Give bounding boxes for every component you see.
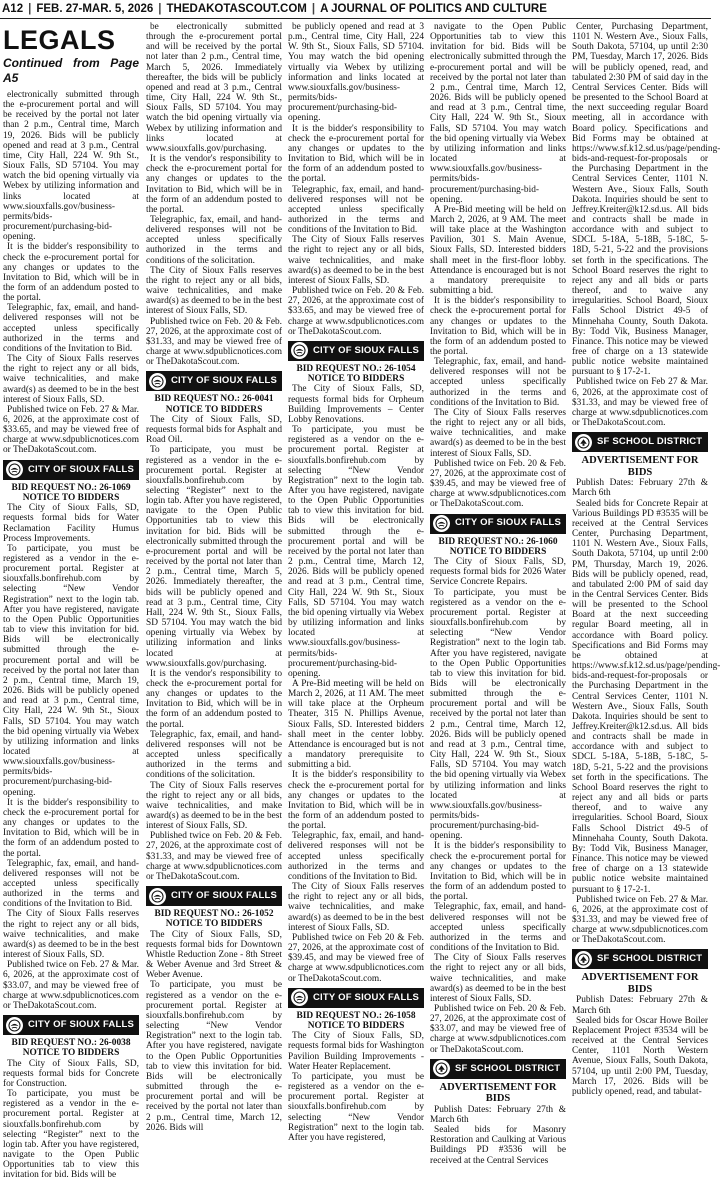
notice-paragraph: Published twice on Feb. 20 & Feb. 27, 2026, at the approximate cost of $33.65, and may be viewed free of charge at www.sdpublicnotices.com or TheDakotaScout.com.	[288, 286, 424, 337]
issue-date: FEB. 27-MAR. 5, 2026	[36, 3, 154, 15]
notice-paragraph: The City of Sioux Falls reserves the right to reject any or all bids, waive technicalities, and make award(s) as deemed to be in the best interest of Sioux Falls, SD.	[146, 265, 282, 317]
notice-paragraph: Published twice on Feb. 20 & Feb. 27, 2026, at the approximate cost of $33.07, and may be viewed free of charge at www.sdpublicnotices.com or TheDakotaScout.com.	[430, 1003, 566, 1055]
city-of-sioux-falls-seal-icon	[6, 461, 23, 478]
notice-banner-label: CITY OF SIOUX FALLS	[455, 517, 562, 529]
notice-paragraph: Published twice on Feb. 20 & Feb. 27, 2026, at the approximate cost of $39.45, and may be viewed free of charge at www.sdpublicnotices.com or TheDakotaScout.com.	[430, 458, 566, 510]
notice-banner	[3, 460, 139, 480]
sf-school-district-seal-icon	[575, 434, 592, 451]
city-of-sioux-falls-seal-icon	[433, 515, 450, 532]
notice-banner	[430, 1059, 566, 1079]
notice-paragraph: It is the vendor's responsibility to check the e-procurement portal for any changes or updates to the Invitation to Bid, which will be in the form of an addendum posted to the portal.	[146, 668, 282, 730]
site-name: THEDAKOTASCOUT.COM	[166, 3, 307, 15]
notice-paragraph: electronically submitted through the e-procurement portal and will be received by the portal not later than 2 p.m., Central time, March 19, 2026. Bids will be publicly opened and read at 3 p.m., Central time, City Hall, 224 W. 9th St., Sioux Falls, SD 57104. You may watch the bid opening virtually via Webex by utilizing information and links located at www.siouxfalls.gov/business-permits/bids-procurement/purchasing-bid-opening.	[3, 90, 139, 243]
column-4	[430, 22, 566, 1166]
notice-banner-label: CITY OF SIOUX FALLS	[171, 375, 278, 387]
bid-request-number: BID REQUEST NO.: 26-1069	[11, 482, 131, 493]
notice-paragraph: Published twice on Feb. 20 & Feb. 27, 2026, at the approximate cost of $31.33, and may be viewed free of charge at www.sdpublicnotices.com or TheDakotaScout.com.	[146, 316, 282, 368]
notice-banner	[3, 1015, 139, 1035]
city-of-sioux-falls-seal-icon	[6, 1017, 23, 1034]
notice-paragraph: Published twice on Feb. 27 & Mar. 6, 2026, at the approximate cost of $31.33, and may be viewed free of charge at www.sdpublicnotices.com or TheDakotaScout.com.	[572, 894, 708, 946]
notice-heading: NOTICE TO BIDDERS	[165, 404, 263, 415]
notice-heading: NOTICE TO BIDDERS	[307, 374, 405, 385]
column-1	[3, 22, 139, 1181]
bid-request-number: BID REQUEST NO.: 26-1060	[438, 536, 558, 547]
sf-school-district-seal-icon	[433, 1060, 450, 1077]
notice-banner	[288, 988, 424, 1008]
notice-paragraph: Publish Dates: February 27th & March 6th	[572, 478, 708, 499]
city-of-sioux-falls-seal-icon	[291, 342, 308, 359]
notice-paragraph: Sealed bids for Concrete Repair at Various Buildings PD #3535 will be received at the Central Services Center, Purchasing Department, 1101 N. Western Ave., Sioux Falls, South Dakota, 57104, up until 2:00 PM, Thursday, March 19, 2026. Bids will be publicly opened, read, and tabulated 2:00 PM of said day in the Central Services Center. Bids will be presented to the School Board at the next succeeding regular Board meeting, all in accordance with Board policy. Specifications and Bid Forms may be obtained at https://www.sf.k12.sd.us/page/pending-bids-and-request-for-proposals or the Purchasing Department in the Central Services Center, 1101 N. Western Ave., Sioux Falls, South Dakota. Inquiries should be sent to Jeffrey.Kreiter@k12.sd.us. All bids and contracts shall be made in accordance with and subject to SDCL 5-18A, 5-18B, 5-18C, 5-18D, 5-21, 5-22 and the provisions set forth in the specifications. The School Board reserves the right to reject any and all bids or parts thereof, and to waive any irregularities. School Board, Sioux Falls School District 49-5 of Minnehaha County, South Dakota. By: Todd Vik, Business Manager, Finance. This notice may be viewed free of charge on a 13 statewide public notice website maintained pursuant to § 17-2-1.	[572, 498, 720, 895]
notice-paragraph: A Pre-Bid meeting will be held on March 2, 2026, at 11 AM. The meet will take place at the Orpheum Theater, 315 N. Phillips Avenue, Sioux Falls, SD. Interested bidders shall meet in the center lobby. Attendance is encouraged but is not a mandatory prerequisite to submitting a bid.	[288, 678, 424, 771]
notice-paragraph: The City of Sioux Falls, SD, requests formal bids for Orpheum Building Improvements – Center Lobby Renovations.	[288, 384, 424, 425]
notice-paragraph: To participate, you must be registered as a vendor on the e-procurement portal. Register at siouxfalls.bonfirehub.com by selecting “New Vendor Registration” next to the login tab. After you have registered,	[288, 1071, 424, 1143]
city-of-sioux-falls-seal-icon	[149, 373, 166, 390]
notice-paragraph: Publish Dates: February 27th & March 6th	[430, 1104, 566, 1125]
notice-paragraph: Sealed bids for Oscar Howe Boiler Replacement Project #3534 will be received at the Central Services Center, 1101 North Western Avenue, Sioux Falls, South Dakota, 57104, up until 2:00 PM, Tuesday, March 17, 2026. Bids will be publicly opened, read, and tabulat-	[572, 1015, 708, 1097]
notice-paragraph: The City of Sioux Falls reserves the right to reject any or all bids, waive technicalities, and make award(s) as deemed to be in the best interest of Sioux Falls, SD.	[3, 354, 139, 405]
notice-paragraph: It is the bidder's responsibility to check the e-procurement portal for any changes or updates to the Invitation to Bid, which will be in the form of an addendum posted to the portal.	[288, 123, 424, 185]
notice-paragraph: The City of Sioux Falls, SD, requests formal bids for Washington Pavilion Building Improvements - Water Heater Replacement.	[288, 1031, 424, 1072]
notice-heading: NOTICE TO BIDDERS	[307, 1020, 405, 1031]
notice-paragraph: To participate, you must be registered as a vendor in the e-procurement portal. Register at siouxfalls.bonfirehub.com by selecting “New Vendor Registration” next to the login tab. After you have registered, navigate to the Open Public Opportunities tab to view this invitation for bid. Bids will be electronically submitted through the e-procurement portal and will be received by the portal not later than 2 p.m., Central time, March 19, 2026. Bids will be publicly opened and read at 3 p.m., Central time, City Hall, 224 W. 9th St., Sioux Falls, SD 57104. You may watch the bid opening virtually via Webex by utilizing information and links located at www.siouxfalls.gov/business-permits/bids-procurement/purchasing-bid-opening.	[3, 543, 139, 798]
notice-banner	[146, 886, 282, 906]
notice-banner-label: SF SCHOOL DISTRICT	[597, 436, 703, 448]
notice-paragraph: The City of Sioux Falls, SD, requests formal bids for Water Reclamation Facility Humus Process Improvements.	[3, 503, 139, 544]
notice-heading: ADVERTISEMENT FOR BIDS	[581, 972, 699, 995]
notice-paragraph: Telegraphic, fax, email, and hand-delivered responses will not be accepted unless specifically authorized in the terms and conditions of the Invitation to Bid.	[288, 831, 424, 882]
notice-paragraph: It is the vendor's responsibility to check the e-procurement portal for any changes or updates to the Invitation to Bid, which will be in the form of an addendum posted to the portal.	[146, 154, 282, 215]
notice-heading: ADVERTISEMENT FOR BIDS	[581, 455, 699, 478]
notice-paragraph: Sealed bids for Masonry Restoration and Caulking at Various Buildings PD #3536 will be received at the Central Services	[430, 1125, 566, 1166]
notice-banner-label: CITY OF SIOUX FALLS	[171, 890, 278, 902]
notice-paragraph: The City of Sioux Falls, SD, requests formal bids for Asphalt and Road Oil.	[146, 414, 282, 446]
bid-request-number: BID REQUEST NO.: 26-0038	[11, 1038, 131, 1049]
notice-heading: NOTICE TO BIDDERS	[449, 546, 547, 557]
notice-heading: NOTICE TO BIDDERS	[22, 1048, 120, 1059]
notice-paragraph: A Pre-Bid meeting will be held on March 2, 2026, at 9 AM. The meet will take place at the Washington Pavilion, 301 S. Main Avenue, Sioux Falls, SD. Interested bidders shall meet in the first-floor lobby. Attendance is encouraged but is not a mandatory prerequisite to submitting a bid.	[430, 204, 566, 297]
bid-request-number: BID REQUEST NO.: 26-1052	[154, 909, 274, 920]
legal-notices-columns	[3, 22, 720, 1181]
notice-paragraph: The City of Sioux Falls reserves the right to reject any or all bids, waive technicalities, and make award(s) as deemed to be in the best interest of Sioux Falls, SD.	[430, 407, 566, 459]
section-title: LEGALS	[3, 25, 116, 55]
notice-banner-label: CITY OF SIOUX FALLS	[313, 344, 420, 356]
column-2	[146, 22, 282, 1133]
notice-banner	[572, 949, 708, 969]
notice-paragraph: Published twice on Feb. 20 & Feb. 27, 2026, at the approximate cost of $31.33, and may be viewed free of charge at www.sdpublicnotices.com or TheDakotaScout.com.	[146, 831, 282, 882]
notice-paragraph: The City of Sioux Falls reserves the right to reject any or all bids, waive technicalities, and make award(s) as deemed to be in the best interest of Sioux Falls, SD.	[430, 953, 566, 1004]
notice-paragraph: To participate, you must be registered as a vendor on the e-procurement portal. Register at siouxfalls.bonfirehub.com by selecting “New Vendor Registration” next to the login tab. After you have registered, navigate to the Open Public Opportunities tab to view this invitation for bid. Bids will be electronically submitted through the e-procurement portal and will be received by the portal not later than 2 p.m., Central time, March 12, 2026. Bids will be publicly opened and read at 3 p.m., Central time, City Hall, 224 W. 9th St., Sioux Falls, SD 57104. You may watch the bid opening virtually via Webex by utilizing information and links located at www.siouxfalls.gov/business-permits/bids-procurement/purchasing-bid-opening.	[430, 587, 566, 842]
column-3	[288, 22, 424, 1143]
notice-banner-label: CITY OF SIOUX FALLS	[313, 991, 420, 1003]
bid-request-number: BID REQUEST NO.: 26-1054	[296, 363, 416, 374]
notice-paragraph: The City of Sioux Falls, SD, requests formal bids for Concrete for Construction.	[3, 1058, 139, 1089]
notice-banner	[288, 341, 424, 361]
notice-paragraph: Telegraphic, fax, email, and hand-delivered responses will not be accepted unless specifically authorized in the terms and conditions of the solicitation.	[146, 214, 282, 266]
notice-paragraph: The City of Sioux Falls reserves the right to reject any or all bids, waive technicalities, and make award(s) as deemed to be in the best interest of Sioux Falls, SD.	[146, 780, 282, 832]
notice-heading: ADVERTISEMENT FOR BIDS	[439, 1081, 557, 1105]
notice-paragraph: Telegraphic, fax, email, and hand-delivered responses will not be accepted unless specifically authorized in the terms and conditions of the Invitation to Bid.	[288, 184, 424, 236]
notice-paragraph: To participate, you must be registered as a vendor on the e-procurement portal. Register at siouxfalls.bonfirehub.com by selecting “New Vendor Registration” next to the login tab. After you have registered, navigate to the Open Public Opportunities tab to view this invitation for bid. Bids will be electronically submitted through the e-procurement portal and will be received by the portal not later than 2 p.m., Central time, March 12, 2026. Bids will	[146, 980, 282, 1133]
notice-paragraph: Telegraphic, fax, email, and hand-delivered responses will not be accepted unless specifically authorized in the terms and conditions of the Invitation to Bid.	[430, 902, 566, 954]
notice-paragraph: To participate, you must be registered as a vendor on the e-procurement portal. Register at siouxfalls.bonfirehub.com by selecting “New Vendor Registration” next to the login tab. After you have registered, navigate to the Open Public Opportunities tab to view this invitation for bid. Bids will be electronically submitted through the e-procurement portal and will be received by the portal not later than 2 p.m., Central time, March 12, 2026. Bids will be publicly opened and read at 3 p.m., Central time, City Hall, 224 W. 9th St., Sioux Falls, SD 57104. You may watch the bid opening virtually via Webex by utilizing information and links located at www.siouxfalls.gov/business-permits/bids-procurement/purchasing-bid-opening.	[288, 425, 424, 679]
notice-paragraph: It is the bidder's responsibility to check the e-procurement portal for any changes or updates to the Invitation to Bid, which will be in the form of an addendum posted to the portal.	[430, 296, 566, 357]
notice-paragraph: The City of Sioux Falls reserves the right to reject any or all bids, waive technicalities, and make award(s) as deemed to be in the best interest of Sioux Falls, SD.	[288, 882, 424, 933]
notice-banner-label: CITY OF SIOUX FALLS	[28, 463, 135, 475]
notice-banner-label: CITY OF SIOUX FALLS	[28, 1018, 135, 1030]
notice-banner	[572, 432, 708, 452]
notice-paragraph: Telegraphic, fax, email, and hand-delivered responses will not be accepted unless specifically authorized in the terms and conditions of the Invitation to Bid.	[3, 303, 139, 354]
notice-heading: NOTICE TO BIDDERS	[22, 492, 120, 503]
notice-paragraph: Published twice on Feb 27 & Mar. 6, 2026, at the approximate cost of $31.33, and may be viewed free of charge at www.sdpublicnotices.com or TheDakotaScout.com.	[572, 377, 708, 429]
column-5	[572, 22, 720, 1097]
sf-school-district-seal-icon	[575, 951, 592, 968]
notice-paragraph: Telegraphic, fax, email, and hand-delivered responses will not be accepted unless specifically authorized in the terms and conditions of the Invitation to Bid.	[3, 858, 139, 910]
notice-paragraph: Published twice on Feb 20 & Feb. 27, 2026, at the approximate cost of $39.45, and may be viewed free of charge at www.sdpublicnotices.com or TheDakotaScout.com.	[288, 932, 424, 984]
notice-paragraph: It is the bidder's responsibility to check the e-procurement portal for any changes or updates to the Invitation to Bid, which will be in the form of an addendum posted to the portal.	[3, 242, 139, 304]
notice-paragraph: Published twice on Feb. 27 & Mar. 6, 2026, at the approximate cost of $33.07, and may be viewed free of charge at www.sdpublicnotices.com or TheDakotaScout.com.	[3, 960, 139, 1011]
page-number: A12	[2, 3, 24, 15]
notice-paragraph: It is the bidder's responsibility to check the e-procurement portal for any changes or updates to the Invitation to Bid, which will be in the form of an addendum posted to the portal.	[3, 797, 139, 859]
notice-paragraph: The City of Sioux Falls, SD, requests formal bids for 2026 Water Service Concrete Repairs.	[430, 557, 566, 588]
notice-paragraph: Telegraphic, fax, email, and hand-delivered responses will not be accepted unless specifically authorized in the terms and conditions of the Invitation to Bid.	[430, 357, 566, 408]
bid-request-number: BID REQUEST NO.: 26-0041	[154, 394, 274, 405]
notice-paragraph: be electronically submitted through the e-procurement portal and will be received by the portal not later than 2 p.m., Central time, March 5, 2026. Immediately thereafter, the bids will be publicly opened and read at 3 p.m., Central time, City Hall, 224 W. 9th St., Sioux Falls, SD 57104. You may watch the bid opening virtually via Webex by utilizing information and links located at www.siouxfalls.gov/purchasing.	[146, 22, 282, 154]
notice-paragraph: Center, Purchasing Department, 1101 N. Western Ave., Sioux Falls, South Dakota, 57104, up until 2:30 PM, Tuesday, March 17, 2026. Bids will be publicly opened, read, and tabulated 2:30 PM of said day in the Central Services Center. Bids will be presented to the School Board at the next succeeding regular Board meeting, all in accordance with Board policy. Specifications and Bid Forms may be obtained at https://www.sf.k12.sd.us/page/pending-bids-and-request-for-proposals or the Purchasing Department in the Central Services Center, 1101 N. Western Ave., Sioux Falls, South Dakota. Inquiries should be sent to Jeffrey.Kreiter@k12.sd.us. All bids and contracts shall be made in accordance with and subject to SDCL 5-18A, 5-18B, 5-18C, 5-18D, 5-21, 5-22 and the provisions set forth in the specifications. The School Board reserves the right to reject any and all bids or parts thereof, and to waive any irregularities. School Board, Sioux Falls School District 49-5 of Minnehaha County, South Dakota. By: Todd Vik, Business Manager, Finance. This notice may be viewed free of charge on a 13 statewide public notice website maintained pursuant to § 17-2-1.	[572, 22, 720, 378]
notice-paragraph: Publish Dates: February 27th & March 6th	[572, 995, 708, 1016]
notice-heading: NOTICE TO BIDDERS	[165, 919, 263, 930]
page-header-bar: A12 | FEB. 27-MAR. 5, 2026 | THEDAKOTASCOUT.COM | A JOURNAL OF POLITICS AND CULTURE	[0, 0, 711, 19]
notice-banner	[430, 514, 566, 534]
bid-request-number: BID REQUEST NO.: 26-1058	[296, 1010, 416, 1021]
city-of-sioux-falls-seal-icon	[291, 989, 308, 1006]
notice-paragraph: It is the bidder's responsibility to check the e-procurement portal for any changes or updates to the Invitation to Bid, which will be in the form of an addendum posted to the portal.	[430, 841, 566, 903]
notice-paragraph: Published twice on Feb. 27 & Mar. 6, 2026, at the approximate cost of $33.65, and may be viewed free of charge at www.sdpublicnotices.com or TheDakotaScout.com.	[3, 404, 139, 456]
city-of-sioux-falls-seal-icon	[149, 888, 166, 905]
notice-paragraph: navigate to the Open Public Opportunities tab to view this invitation for bid. Bids will be electronically submitted through the e-procurement portal and will be received by the portal not later than 2 p.m., Central time, March 12, 2026. Bids will be publicly opened and read at 3 p.m., Central time, City Hall, 224 W. 9th St., Sioux Falls, SD 57104. You may watch the bid opening virtually via Webex by utilizing information and links located at www.siouxfalls.gov/business-permits/bids-procurement/purchasing-bid-opening.	[430, 22, 566, 205]
publication-tagline: A JOURNAL OF POLITICS AND CULTURE	[320, 3, 547, 15]
notice-paragraph: To participate, you must be registered as a vendor in the e-procurement portal. Register at siouxfalls.bonfirehub.com by selecting “Register” next to the login tab. After you have registered, navigate to the Open Public Opportunities tab to view this invitation for bid. Bids will be	[3, 1089, 139, 1181]
notice-paragraph: The City of Sioux Falls reserves the right to reject any or all bids, waive technicalities, and make award(s) as deemed to be in the best interest of Sioux Falls, SD.	[288, 235, 424, 286]
notice-paragraph: The City of Sioux Falls, SD, requests formal bids for Downtown Whistle Reduction Zone - 8th Street & Weber Avenue and 3rd Street & Weber Avenue.	[146, 929, 282, 981]
continued-from-note: Continued from Page A5	[3, 56, 139, 85]
notice-paragraph: It is the bidder's responsibility to check the e-procurement portal for any changes or updates to the Invitation to Bid, which will be in the form of an addendum posted to the portal.	[288, 770, 424, 832]
notice-paragraph: The City of Sioux Falls reserves the right to reject any or all bids, waive technicalities, and make award(s) as deemed to be in the best interest of Sioux Falls, SD.	[3, 909, 139, 961]
notice-paragraph: Telegraphic, fax, email, and hand-delivered responses will not be accepted unless specifically authorized in the terms and conditions of the solicitation.	[146, 729, 282, 781]
notice-banner	[146, 371, 282, 391]
notice-paragraph: To participate, you must be registered as a vendor in the e-procurement portal. Register at siouxfalls.bonfirehub.com by selecting “Register” next to the login tab. After you have registered, navigate to the Open Public Opportunities tab to view this invitation for bid. Bids will be electronically submitted through the e-procurement portal and will be received by the portal not later than 2 p.m., Central time, March 5, 2026. Immediately thereafter, the bids will be publicly opened and read at 3 p.m., Central time, City Hall, 224 W. 9th St., Sioux Falls, SD 57104. You may watch the bid opening virtually via Webex by utilizing information and links located at www.siouxfalls.gov/purchasing.	[146, 445, 282, 669]
notice-banner-label: SF SCHOOL DISTRICT	[597, 953, 703, 965]
notice-paragraph: be publicly opened and read at 3 p.m., Central time, City Hall, 224 W. 9th St., Sioux Falls, SD 57104. You may watch the bid opening virtually via Webex by utilizing information and links located at www.siouxfalls.gov/business-permits/bids-procurement/purchasing-bid-opening.	[288, 22, 424, 124]
notice-banner-label: SF SCHOOL DISTRICT	[455, 1062, 561, 1074]
